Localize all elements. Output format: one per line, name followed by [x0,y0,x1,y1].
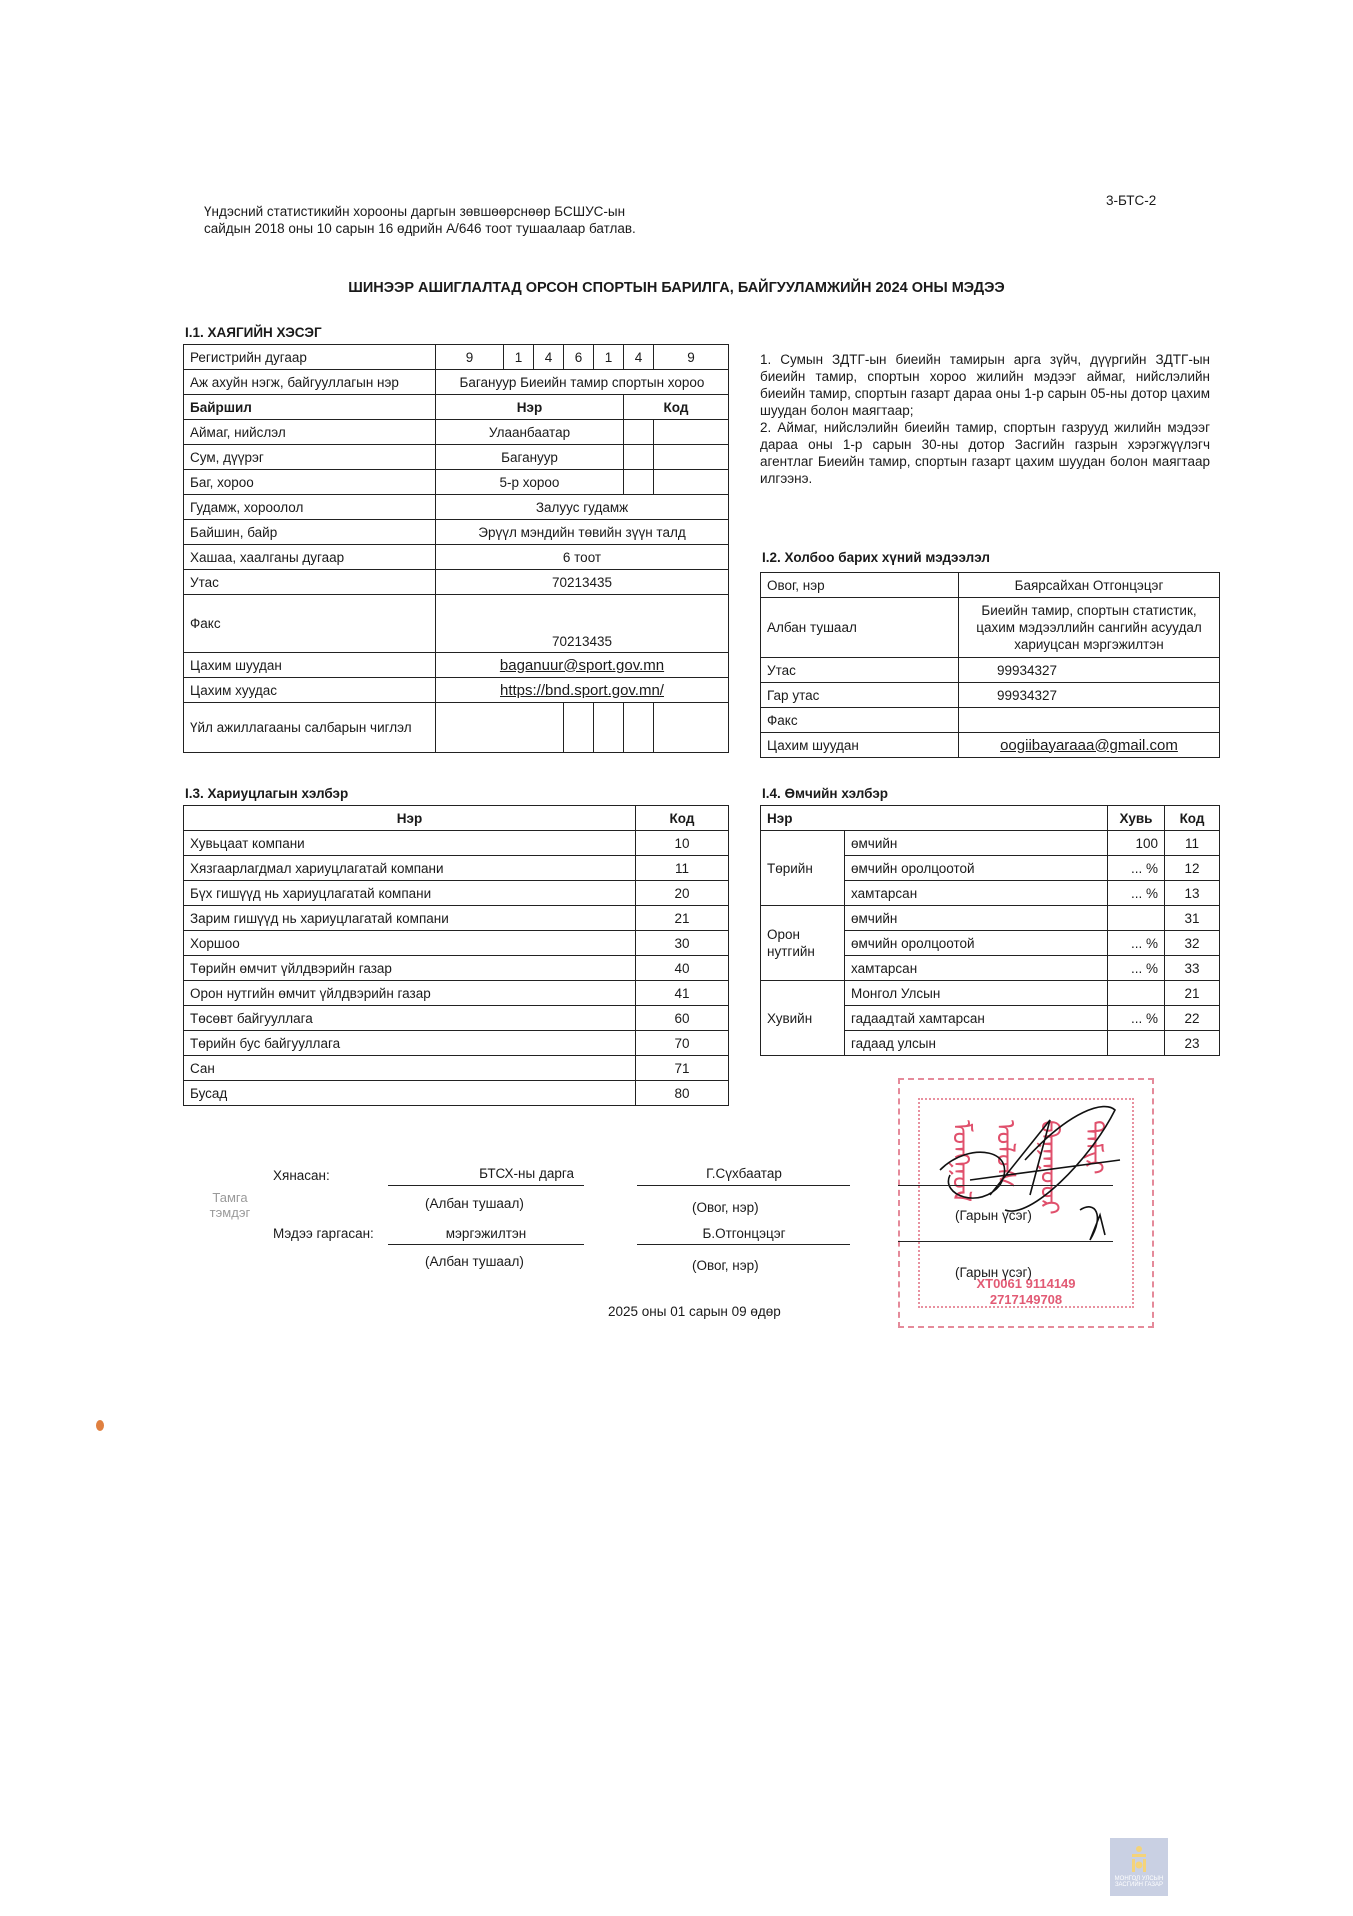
row-code: 13 [1165,881,1220,906]
row-name: Хоршоо [184,931,636,956]
activity-cell [594,703,624,753]
form-code: 3-БТС-2 [1106,193,1157,208]
row-code: 32 [1165,931,1220,956]
row-code: 60 [636,1006,729,1031]
group-label: Төрийн [761,831,845,906]
table-row [184,1081,729,1106]
instruction-2: 2. Аймаг, нийслэлийн биеийн тамир, спортын газрууд жилийн мэдээг дараа оны 1-р сарын 30-ны дотор Засгийн газрын хэрэгжүүлэгч агентлаг Биеийн тамир, спортын газарт цахим шуудан болон маягтаар илгээнэ. [760,420,1210,486]
row-value: 70213435 [436,570,729,595]
table-row [184,520,729,545]
row-label: Утас [184,570,436,595]
row-share: ... % [1108,881,1165,906]
table-row [184,856,729,881]
row-value: 99934327 [959,658,1220,683]
table-row [184,1031,729,1056]
row-value: Биеийн тамир, спортын статистик, цахим мэдээллийн сангийн асуудал хариуцсан мэргэжилтэн [959,598,1220,658]
row-share [1108,906,1165,931]
name-caption: (Овог, нэр) [692,1200,759,1215]
row-name: хамтарсан [845,956,1108,981]
row-name: Зарим гишүүд нь хариуцлагатай компани [184,906,636,931]
org-label: Аж ахуйн нэгж, байгууллагын нэр [184,370,436,395]
table-row [184,445,729,470]
official-seal [898,1078,1154,1328]
row-value: 70213435 [436,595,729,653]
table-row [761,598,1220,658]
table-row [761,708,1220,733]
table-row [184,906,729,931]
ownership-form-table [760,805,1220,1056]
code-cell [654,470,729,495]
name-header: Нэр [436,395,624,420]
seal-script-column: ᠪᠠᠭᠠᠨᠤᠤᠷ [1034,1120,1064,1215]
row-value: Багануур [436,445,624,470]
row-value: Эрүүл мэндийн төвийн зүүн талд [436,520,729,545]
table-row [184,495,729,520]
report-date: 2025 оны 01 сарын 09 өдөр [608,1304,781,1319]
instructions-note [760,351,1210,487]
code-cell [624,420,654,445]
approval-note: Үндэсний статистикийн хорооны даргын зөвшөөрснөөр БСШУС-ын сайдын 2018 оны 10 сарын 16 өдрийн А/646 тоот тушаалаар батлав. [204,204,636,236]
row-label: Аймаг, нийслэл [184,420,436,445]
row-code: 70 [636,1031,729,1056]
liability-form-table [183,805,729,1106]
row-code: 31 [1165,906,1220,931]
share-header: Хувь [1108,806,1165,831]
table-row [761,658,1220,683]
reviewed-label: Хянасан: [273,1168,330,1183]
row-label: Сум, дүүрэг [184,445,436,470]
row-label: Овог, нэр [761,573,959,598]
signature-line [388,1244,584,1245]
table-row [184,703,729,753]
activity-cell [436,703,564,753]
registry-digit: 9 [436,345,504,370]
signature-line [898,1241,1113,1242]
row-label: Хашаа, хаалганы дугаар [184,545,436,570]
row-share [1108,1031,1165,1056]
row-share: ... % [1108,1006,1165,1031]
registry-row [184,345,729,370]
row-label: Цахим шуудан [184,653,436,678]
name-header: Нэр [184,806,636,831]
org-value: Багануур Биеийн тамир спортын хороо [436,370,729,395]
row-label: Байшин, байр [184,520,436,545]
reviewed-name: Г.Сүхбаатар [706,1166,782,1181]
row-value [959,708,1220,733]
code-header: Код [624,395,729,420]
section-1-2-title: I.2. Холбоо барих хүний мэдээлэл [762,550,990,565]
registry-digit: 4 [534,345,564,370]
seal-script-column: ᠮᠣᠩᠭᠣᠯ [946,1120,976,1203]
table-row [761,981,1220,1006]
row-share: ... % [1108,856,1165,881]
submitted-position: мэргэжилтэн [445,1226,527,1241]
code-cell [624,445,654,470]
submitted-label: Мэдээ гаргасан: [273,1226,374,1241]
table-row [761,831,1220,856]
name-header: Нэр [761,806,1108,831]
row-name: Хязгаарлагдмал хариуцлагатай компани [184,856,636,881]
row-code: 21 [636,906,729,931]
row-code: 10 [636,831,729,856]
code-cell [654,420,729,445]
header-row [761,806,1220,831]
row-name: Төсөвт байгууллага [184,1006,636,1031]
soyombo-icon [1129,1844,1149,1874]
row-name: Төрийн өмчит үйлдвэрийн газар [184,956,636,981]
row-value: 5-р хороо [436,470,624,495]
signature-caption: (Гарын үсэг) [955,1265,1032,1280]
row-code: 40 [636,956,729,981]
registry-label: Регистрийн дугаар [184,345,436,370]
row-code: 22 [1165,1006,1220,1031]
registry-digit: 6 [564,345,594,370]
row-share [1108,981,1165,1006]
table-row [761,573,1220,598]
signature-line [637,1185,850,1186]
row-label: Цахим хуудас [184,678,436,703]
row-code: 71 [636,1056,729,1081]
table-row [184,678,729,703]
code-header: Код [636,806,729,831]
group-label: Хувийн [761,981,845,1056]
position-caption: (Албан тушаал) [425,1196,524,1211]
table-row [761,906,1220,931]
header-row [184,806,729,831]
row-name: Орон нутгийн өмчит үйлдвэрийн газар [184,981,636,1006]
row-code: 41 [636,981,729,1006]
table-row [184,881,729,906]
contact-table [760,572,1220,758]
table-row [184,1006,729,1031]
row-label: Гар утас [761,683,959,708]
row-code: 20 [636,881,729,906]
table-row [184,595,729,653]
row-name: өмчийн оролцоотой [845,856,1108,881]
org-row [184,370,729,395]
activity-cell [564,703,594,753]
row-value: 6 тоот [436,545,729,570]
email-link[interactable]: baganuur@sport.gov.mn [436,653,729,678]
document-title: ШИНЭЭР АШИГЛАЛТАД ОРСОН СПОРТЫН БАРИЛГА, БАЙГУУЛАМЖИЙН 2024 ОНЫ МЭДЭЭ [348,280,1005,296]
location-header: Байршил [184,395,436,420]
logo-text-line-1: МОНГОЛ УЛСЫН [1114,1876,1164,1882]
row-name: Төрийн бус байгууллага [184,1031,636,1056]
row-label: Цахим шуудан [761,733,959,758]
section-1-1-title: I.1. ХАЯГИЙН ХЭСЭГ [185,325,322,340]
row-label: Албан тушаал [761,598,959,658]
table-row [184,981,729,1006]
instruction-1: 1. Сумын ЗДТГ-ын биеийн тамирын арга зүйч, дүүргийн ЗДТГ-ын биеийн тамир, спортын хороо жилийн мэдээг аймаг, нийслэлийн биеийн тамир, спортын газарт дараа оны 1-р сарын 05-ны дотор цахим шуудан болон маягтаар; [760,352,1210,418]
table-row [184,931,729,956]
activity-cell [624,703,654,753]
registry-digit: 9 [654,345,729,370]
position-caption: (Албан тушаал) [425,1254,524,1269]
registry-digit: 4 [624,345,654,370]
group-label: Орон нутгийн [761,906,845,981]
signature-line [388,1185,584,1186]
submitted-name: Б.Отгонцэцэг [702,1226,786,1241]
signature-line [637,1244,850,1245]
row-share: 100 [1108,831,1165,856]
row-code: 11 [636,856,729,881]
website-link[interactable]: https://bnd.sport.gov.mn/ [436,678,729,703]
row-name: өмчийн [845,906,1108,931]
table-row [184,545,729,570]
table-row [761,683,1220,708]
row-code: 11 [1165,831,1220,856]
activity-cell [654,703,729,753]
row-code: 30 [636,931,729,956]
name-caption: (Овог, нэр) [692,1258,759,1273]
row-value: Баярсайхан Отгонцэцэг [959,573,1220,598]
row-value: Улаанбаатар [436,420,624,445]
table-row [761,733,1220,758]
registry-digit: 1 [594,345,624,370]
row-value: 99934327 [959,683,1220,708]
row-name: хамтарсан [845,881,1108,906]
logo-text-line-2: ЗАСГИЙН ГАЗАР [1114,1882,1164,1888]
table-row [184,470,729,495]
seal-script-column: ᠲᠠᠮᠢᠷ [1078,1120,1108,1175]
scan-mark [96,1420,104,1431]
government-logo [1110,1838,1168,1896]
row-label: Баг, хороо [184,470,436,495]
stamp-placeholder-label: Тамга тэмдэг [209,1190,251,1220]
code-cell [624,470,654,495]
row-code: 12 [1165,856,1220,881]
seal-number-line-2: 2717149708 [989,1292,1063,1307]
code-header: Код [1165,806,1220,831]
row-share: ... % [1108,931,1165,956]
row-name: Сан [184,1056,636,1081]
row-label: Үйл ажиллагааны салбарын чиглэл [184,703,436,753]
row-code: 80 [636,1081,729,1106]
row-label: Гудамж, хороолол [184,495,436,520]
row-name: өмчийн [845,831,1108,856]
row-name: Хувьцаат компани [184,831,636,856]
seal-script-column: ᠤᠯᠤᠰ [990,1120,1020,1188]
table-row [184,420,729,445]
signature-line [898,1185,1113,1186]
row-code: 33 [1165,956,1220,981]
row-name: гадаадтай хамтарсан [845,1006,1108,1031]
row-name: Бусад [184,1081,636,1106]
row-share: ... % [1108,956,1165,981]
row-label: Факс [761,708,959,733]
table-row [184,956,729,981]
row-label: Утас [761,658,959,683]
code-cell [654,445,729,470]
section-1-4-title: I.4. Өмчийн хэлбэр [762,786,889,801]
registry-digit: 1 [504,345,534,370]
row-name: өмчийн оролцоотой [845,931,1108,956]
signature-caption: (Гарын үсэг) [955,1208,1032,1223]
table-row [184,1056,729,1081]
row-label: Факс [184,595,436,653]
contact-email-link[interactable]: oogiibayaraaa@gmail.com [959,733,1220,758]
seal-number-line-1: ХТ0061 9114149 [976,1276,1076,1291]
row-code: 23 [1165,1031,1220,1056]
location-header-row [184,395,729,420]
table-row [184,653,729,678]
handwritten-signature [930,1100,1130,1250]
row-code: 21 [1165,981,1220,1006]
reviewed-position: БТСХ-ны дарга [479,1166,574,1181]
table-row [184,570,729,595]
section-1-3-title: I.3. Хариуцлагын хэлбэр [185,786,349,801]
table-row [184,831,729,856]
row-name: Монгол Улсын [845,981,1108,1006]
row-name: Бүх гишүүд нь хариуцлагатай компани [184,881,636,906]
address-table [183,344,729,753]
row-name: гадаад улсын [845,1031,1108,1056]
row-value: Залуус гудамж [436,495,729,520]
